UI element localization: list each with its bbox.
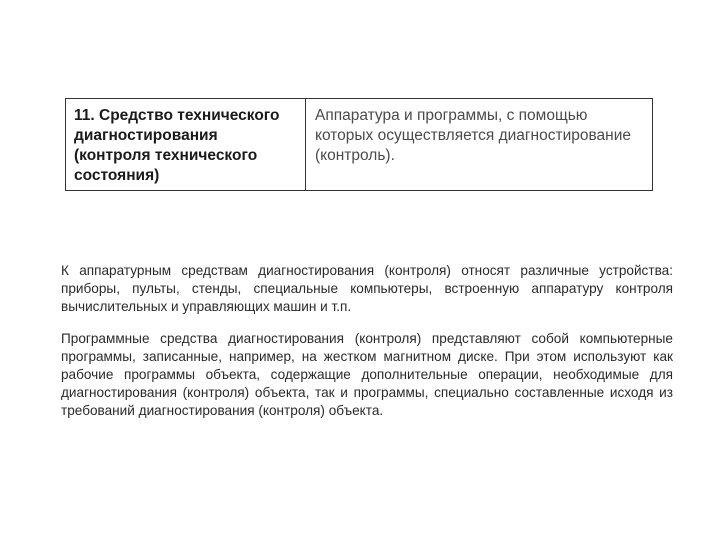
paragraph-hardware-means: К аппаратурным средствам диагностирования (контроля) относят различные устройства: приборы, пульты, стенды, специальные компьютеры, встроенную аппаратуру контроля вычислительных и управляющих машин и т.п. bbox=[61, 263, 673, 314]
term-definition-cell: Аппаратура и программы, с помощью которых осуществляется диагностирование (контроль). bbox=[315, 107, 631, 164]
definition-table bbox=[65, 98, 653, 191]
paragraph-software-means: Программные средства диагностирования (контроля) представляют собой компьютерные программы, записанные, например, на жестком магнитном диске. При этом используют как рабочие программы объекта, содержащие дополнительные операции, необходимые для диагностирования (контроля) объекта, так и программы, специально составленные исходя из требований диагностирования (контроля) объекта. bbox=[61, 331, 673, 418]
term-name-cell: 11. Средство технического диагностирования (контроля технического состояния) bbox=[66, 99, 306, 190]
